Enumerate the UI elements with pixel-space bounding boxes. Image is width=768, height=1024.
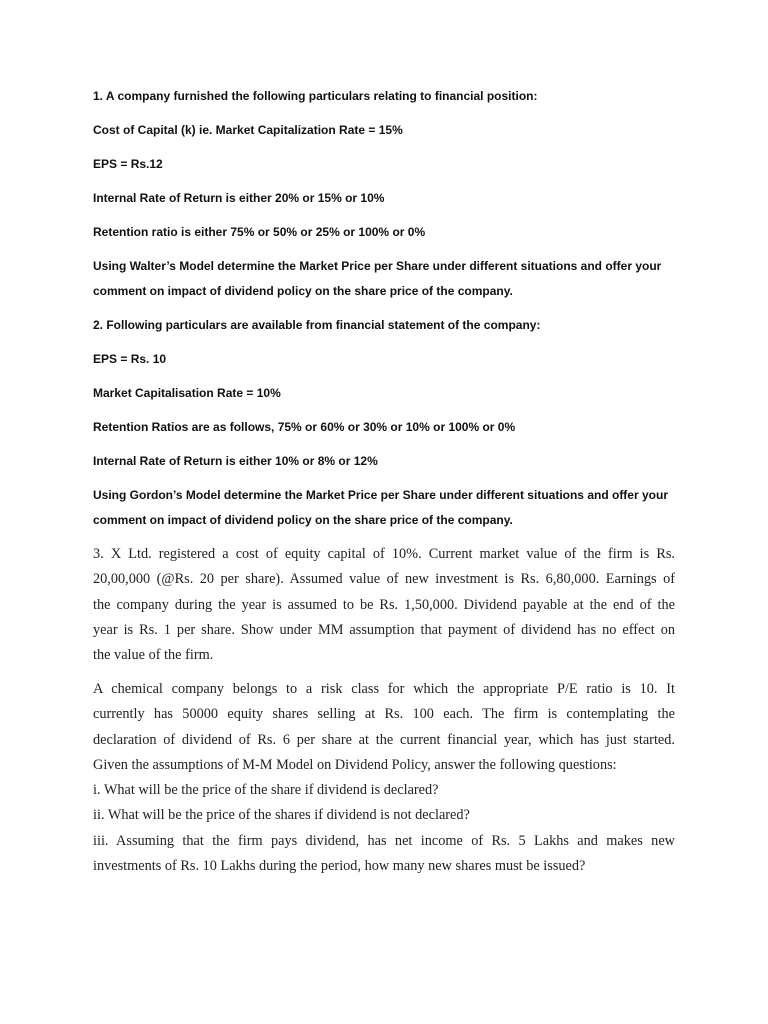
q4-line: A chemical company belongs to a risk class for which the appropriate P/E ratio is 10. It [93,681,675,697]
q4-question-i: i. What will be the price of the share if dividend is declared? [93,782,439,799]
q4-line: Given the assumptions of M-M Model on Dividend Policy, answer the following questions: [93,756,617,773]
q1-cost-of-capital: Cost of Capital (k) ie. Market Capitalization Rate = 15% [93,123,403,137]
q1-irr: Internal Rate of Return is either 20% or 15% or 10% [93,191,385,205]
q1-task-line-1: Using Walter’s Model determine the Market Price per Share under different situations and offer your [93,259,662,273]
q4-paragraph [93,677,675,879]
q4-question-iii-cont: investments of Rs. 10 Lakhs during the period, how many new shares must be issued? [93,858,586,875]
q4-question-iii: iii. Assuming that the firm pays dividend, has net income of Rs. 5 Lakhs and makes new [93,832,675,849]
q1-intro: 1. A company furnished the following particulars relating to financial position: [93,89,538,103]
q2-eps: EPS = Rs. 10 [93,352,167,366]
q1-retention: Retention ratio is either 75% or 50% or 25% or 100% or 0% [93,225,426,239]
q2-irr: Internal Rate of Return is either 10% or 8% or 12% [93,454,378,468]
q2-retention: Retention Ratios are as follows, 75% or 60% or 30% or 10% or 100% or 0% [93,420,516,434]
q3-paragraph [93,542,675,668]
q1-task-line-2: comment on impact of dividend policy on the share price of the company. [93,284,513,298]
q4-line: currently has 50000 equity shares selling at Rs. 100 each. The firm is contemplating the [93,706,675,723]
q3-line: year is Rs. 1 per share. Show under MM assumption that payment of dividend has no effect on [93,621,675,638]
q2-task-line-2: comment on impact of dividend policy on the share price of the company. [93,513,513,527]
q3-line: 3. X Ltd. registered a cost of equity capital of 10%. Current market value of the firm is Rs. [93,546,675,562]
q1-eps: EPS = Rs.12 [93,157,163,171]
q4-question-ii: ii. What will be the price of the shares if dividend is not declared? [93,807,470,824]
q3-line: 20,00,000 (@Rs. 20 per share). Assumed value of new investment is Rs. 6,80,000. Earnings of [93,571,675,588]
q2-intro: 2. Following particulars are available from financial statement of the company: [93,318,541,332]
q3-line: the value of the firm. [93,647,214,664]
q2-market-cap-rate: Market Capitalisation Rate = 10% [93,386,281,400]
q4-line: declaration of dividend of Rs. 6 per share at the current financial year, which has just started. [93,731,675,748]
q2-task-line-1: Using Gordon’s Model determine the Market Price per Share under different situations and offer your [93,488,668,502]
q3-line: the company during the year is assumed to be Rs. 1,50,000. Dividend payable at the end of the [93,596,675,613]
